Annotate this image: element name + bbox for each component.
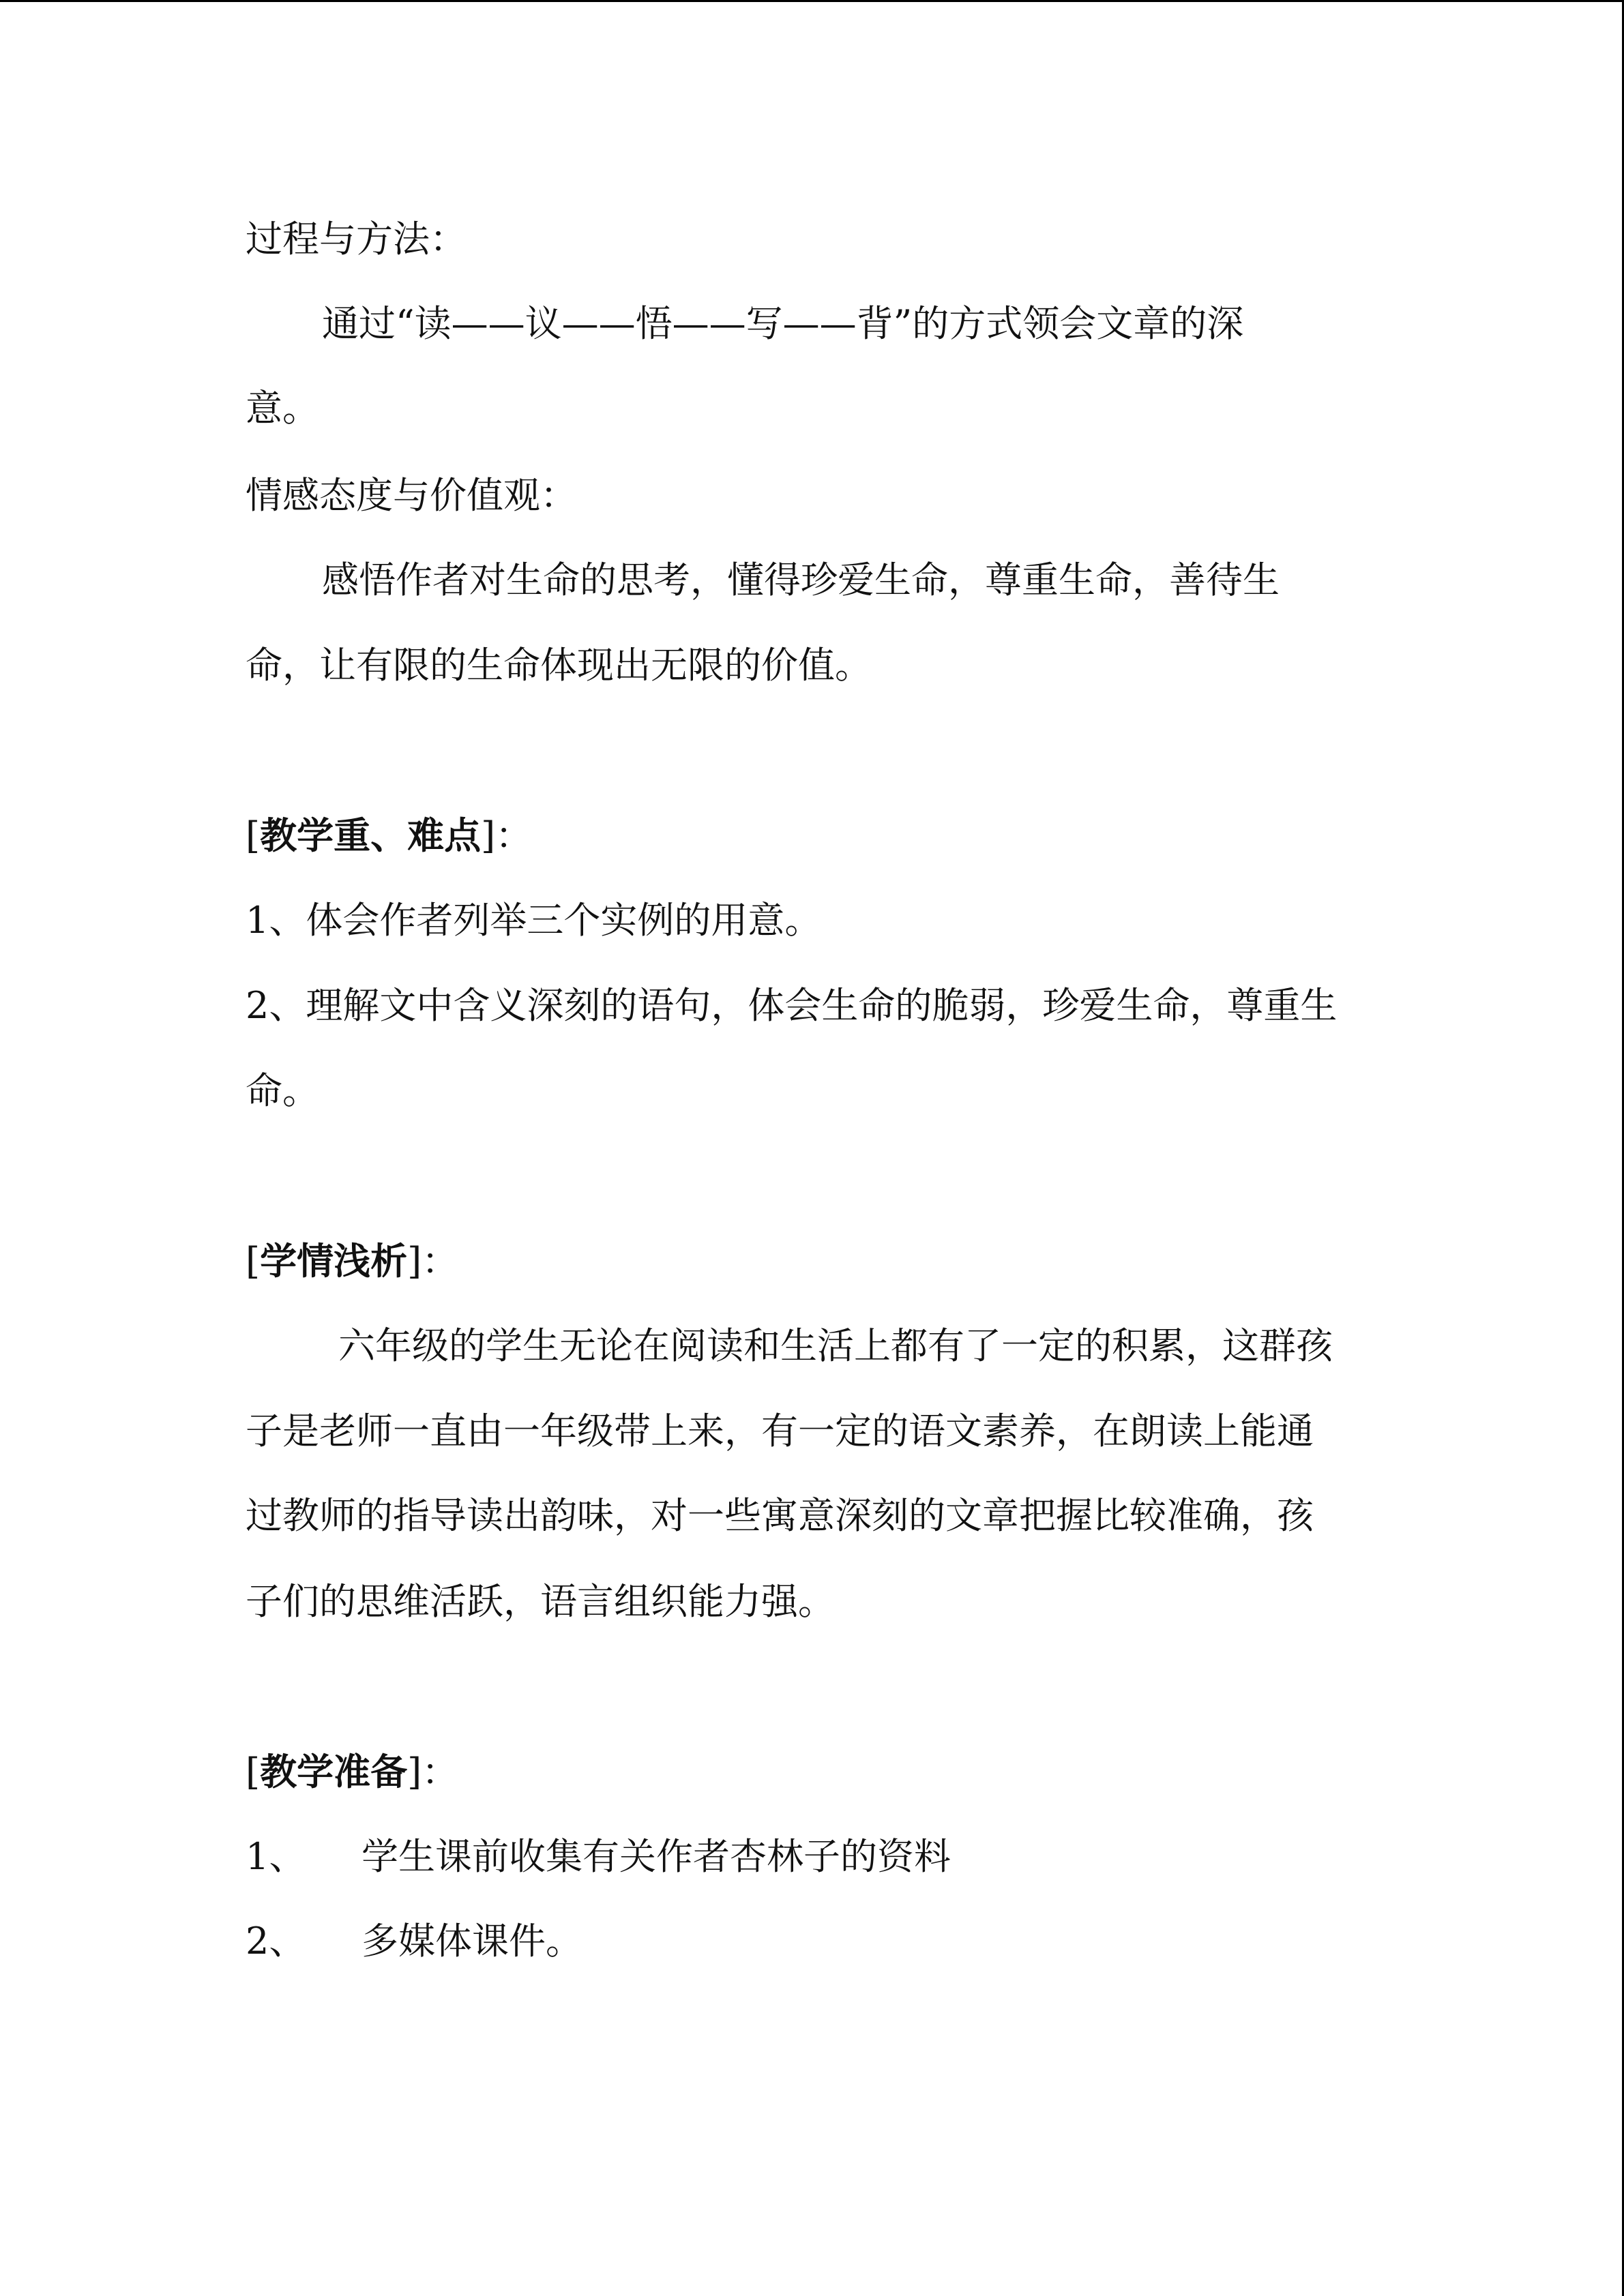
emotion-values-line-2: 命，让有限的生命体现出无限的价值。: [246, 644, 872, 687]
emotion-values-line-1: 感悟作者对生命的思考，懂得珍爱生命，尊重生命，善待生: [322, 558, 1280, 601]
key-points-item-2-line-1: 2、理解文中含义深刻的语句，体会生命的脆弱，珍爱生命，尊重生: [246, 984, 1338, 1027]
process-method-heading: 过程与方法：: [246, 218, 467, 260]
key-points-item-1: 1、体会作者列举三个实例的用意。: [246, 899, 822, 942]
preparation-close-bracket: ]：: [407, 1750, 459, 1793]
preparation-item-2-number: 2、: [246, 1920, 306, 1963]
student-analysis-line-1: 六年级的学生无论在阅读和生活上都有了一定的积累，这群孩: [338, 1324, 1333, 1367]
process-method-line-1: 通过“读——议——悟——写——背”的方式领会文章的深: [322, 302, 1244, 345]
preparation-title: 教学准备: [260, 1750, 408, 1793]
preparation-open-bracket: [: [246, 1750, 261, 1793]
preparation-item-1: [246, 1833, 951, 1881]
key-points-title: 教学重、难点: [260, 814, 482, 857]
emotion-values-heading: 情感态度与价值观：: [246, 474, 577, 517]
student-analysis-line-2: 子是老师一直由一年级带上来，有一定的语文素养，在朗读上能通: [246, 1410, 1314, 1452]
student-analysis-close-bracket: ]：: [407, 1240, 459, 1283]
process-method-line-2: 意。: [246, 387, 319, 430]
preparation-item-2: [246, 1918, 582, 1965]
key-points-close-bracket: ]：: [481, 814, 533, 857]
student-analysis-heading: [246, 1237, 458, 1285]
preparation-item-2-text: 多媒体课件。: [361, 1920, 582, 1963]
key-points-heading: [246, 811, 532, 860]
student-analysis-open-bracket: [: [246, 1240, 261, 1283]
student-analysis-title: 学情浅析: [260, 1239, 408, 1283]
student-analysis-line-3: 过教师的指导读出韵味，对一些寓意深刻的文章把握比较准确，孩: [246, 1494, 1314, 1537]
preparation-item-1-number: 1、: [246, 1835, 306, 1878]
student-analysis-line-4: 子们的思维活跃，语言组织能力强。: [246, 1580, 835, 1623]
key-points-open-bracket: [: [246, 814, 261, 857]
key-points-item-2-line-2: 命。: [246, 1069, 319, 1112]
preparation-item-1-text: 学生课前收集有关作者杏林子的资料: [361, 1835, 951, 1878]
preparation-heading: [246, 1748, 458, 1796]
